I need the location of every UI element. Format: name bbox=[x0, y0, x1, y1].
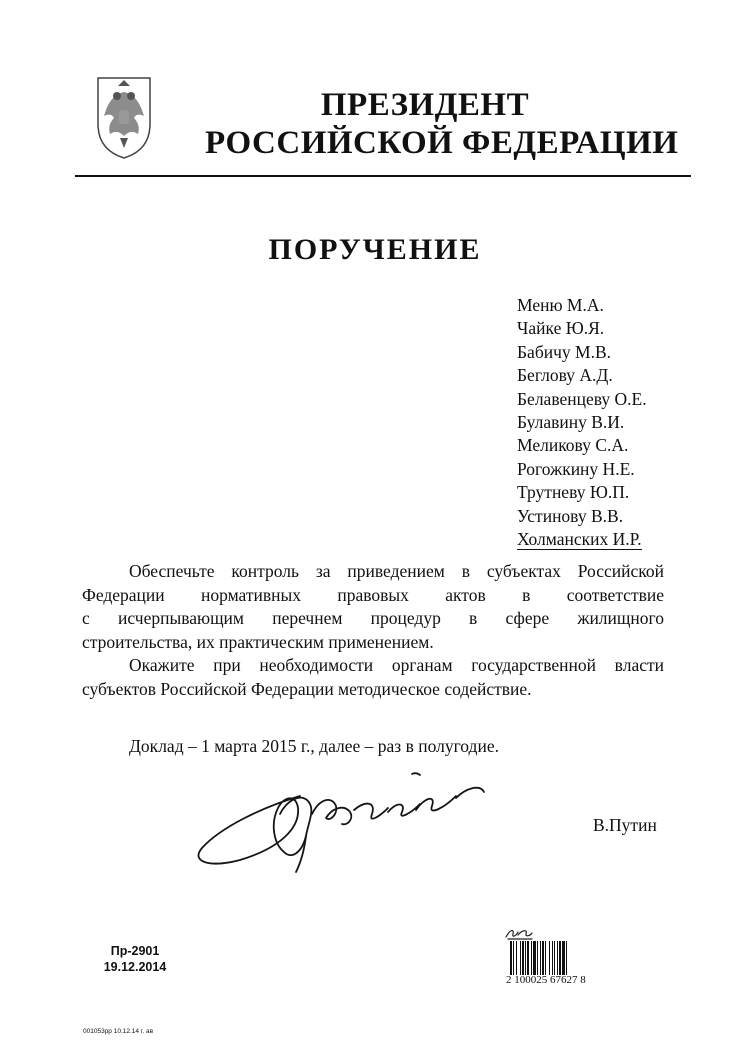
barcode-bar bbox=[562, 941, 565, 975]
body-line: с исчерпывающим перечнем процедур в сфере жилищного bbox=[82, 608, 664, 628]
barcode-bar bbox=[533, 941, 536, 975]
header-divider bbox=[75, 175, 691, 177]
addressee: Рогожкину Н.Е. bbox=[517, 458, 635, 479]
issuer-title-line-2: РОССИЙСКОЙ ФЕДЕРАЦИИ bbox=[205, 125, 679, 161]
barcode-bar bbox=[537, 941, 538, 975]
barcode-bar bbox=[520, 941, 521, 975]
addressee: Трутневу Ю.П. bbox=[517, 482, 630, 503]
barcode-bar bbox=[516, 941, 517, 975]
signer-name: В.Путин bbox=[593, 815, 657, 835]
barcode-bar bbox=[540, 941, 541, 975]
addressee: Беглову А.Д. bbox=[517, 365, 613, 386]
instruction-body bbox=[82, 560, 664, 701]
addressee: Булавину В.И. bbox=[517, 412, 625, 433]
issuer-title bbox=[205, 86, 679, 162]
body-line: субъектов Российской Федерации методическое содействие. bbox=[82, 678, 532, 699]
barcode-bar bbox=[559, 941, 561, 975]
addressee: Устинову В.В. bbox=[517, 505, 624, 526]
addressee: Белавенцеву О.Е. bbox=[517, 388, 647, 409]
barcode-bar bbox=[557, 941, 558, 975]
report-deadline: Доклад – 1 марта 2015 г., далее – раз в полугодие. bbox=[129, 736, 499, 756]
handwritten-initials bbox=[504, 926, 534, 940]
barcode-bar bbox=[513, 941, 514, 975]
addressee: Чайке Ю.Я. bbox=[517, 318, 605, 339]
barcode-bar bbox=[566, 941, 567, 975]
addressee-list bbox=[517, 294, 647, 551]
addressee-last: Холманских И.Р. bbox=[517, 529, 642, 550]
barcode-bar bbox=[510, 941, 512, 975]
barcode-bar bbox=[554, 941, 555, 975]
footer-form-code: 001053рр 10.12.14 г. ав bbox=[83, 1028, 154, 1035]
barcode-image bbox=[510, 941, 596, 975]
barcode-bar bbox=[522, 941, 524, 975]
barcode-bar bbox=[552, 941, 553, 975]
barcode-bar bbox=[549, 941, 550, 975]
document-type: ПОРУЧЕНИЕ bbox=[268, 233, 482, 266]
barcode-bar bbox=[527, 941, 529, 975]
barcode-digits: 2 100025 67627 8 bbox=[506, 974, 586, 986]
barcode-bar bbox=[545, 941, 546, 975]
issuer-title-line-1: ПРЕЗИДЕНТ bbox=[320, 87, 530, 123]
body-line: Окажите при необходимости органам государственной власти bbox=[129, 655, 664, 675]
body-line: Федерации нормативных правовых актов в соответствие bbox=[82, 584, 664, 605]
barcode-bar bbox=[525, 941, 526, 975]
body-line: строительства, их практическим применением. bbox=[82, 631, 434, 652]
barcode-bar bbox=[542, 941, 544, 975]
registration-date: 19.12.2014 bbox=[103, 960, 167, 974]
coat-of-arms-icon bbox=[84, 72, 164, 162]
registration-number: Пр-2901 bbox=[110, 944, 160, 958]
signature-image bbox=[180, 768, 500, 878]
addressee: Бабичу М.В. bbox=[517, 341, 611, 362]
barcode-bar bbox=[531, 941, 532, 975]
addressee: Меликову С.А. bbox=[517, 435, 629, 456]
body-line: Обеспечьте контроль за приведением в субъектах Российской bbox=[129, 561, 664, 581]
addressee: Меню М.А. bbox=[517, 295, 604, 315]
